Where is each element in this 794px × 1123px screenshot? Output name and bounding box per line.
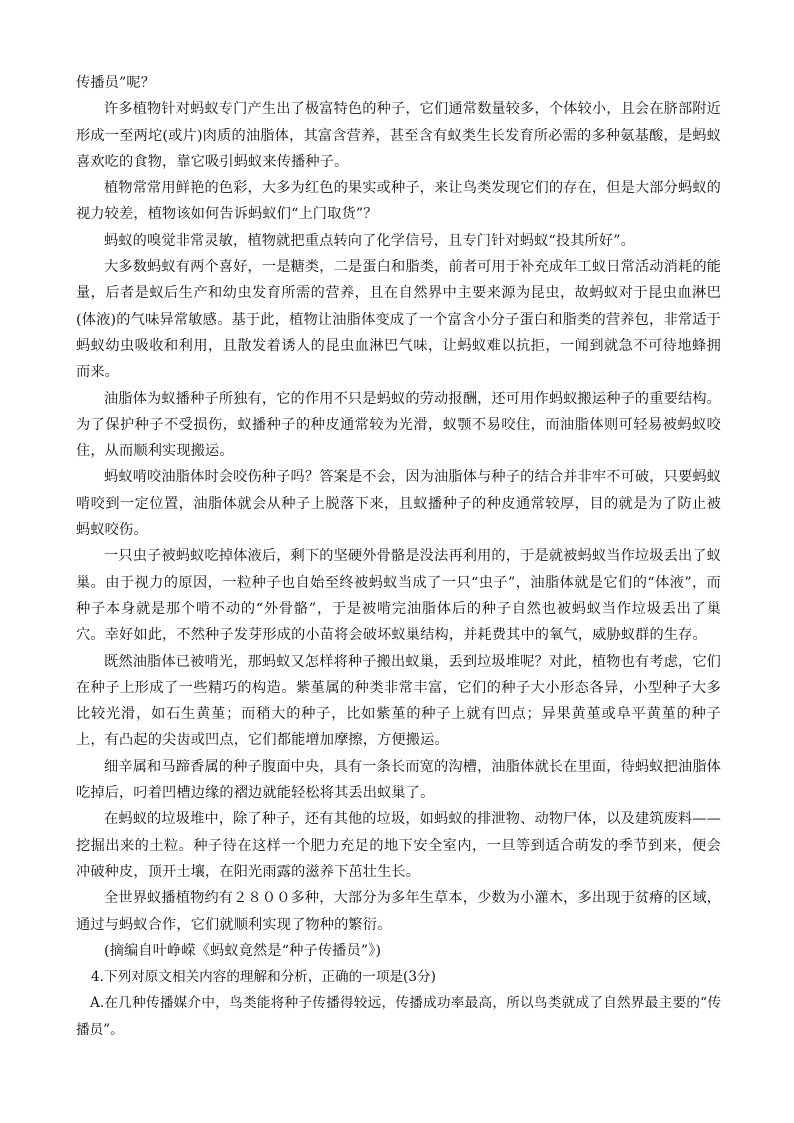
document-page: [76, 70, 721, 1043]
paragraph-worldwide: 全世界蚁播植物约有２８００多种，大部分为多年生草本，少数为小灌木，多出现于贫瘠的区域，通过与蚂蚁合作，它们就顺利实现了物种的繁衍。: [76, 890, 721, 933]
paragraph-seed-damage: 蚂蚁啃咬油脂体时会咬伤种子吗？答案是不会，因为油脂体与种子的结合并非牢不可破，只要蚂蚁啃咬到一定位置，油脂体就会从种子上脱落下来，且蚁播种子的种皮通常较厚，目的就是为了防止被蚂蚁咬伤。: [76, 469, 721, 539]
paragraph-oil-body-function: 油脂体为蚁播种子所独有，它的作用不只是蚂蚁的劳动报酬，还可用作蚂蚁搬运种子的重要结构。为了保护种子不受损伤，蚁播种子的种皮通常较为光滑，蚁颚不易咬住，而油脂体则可轻易被蚂蚁咬住，从而顺利实现搬运。: [76, 390, 721, 460]
paragraph-garbage-heap: 在蚂蚁的垃圾堆中，除了种子，还有其他的垃圾，如蚂蚁的排泄物、动物尸体，以及建筑废料——挖掘出来的土粒。种子待在这样一个肥力充足的地下安全室内，一旦等到适合萌发的季节到来，便会冲破种皮，顶开土壤，在阳光雨露的滋养下茁壮生长。: [76, 811, 721, 880]
paragraph-continuation: 传播员”呢？: [76, 75, 156, 91]
paragraph-seed-structures: 既然油脂体已被啃光，那蚂蚁又怎样将种子搬出蚁巢，丢到垃圾堆呢？对此，植物也有考虑，它们在种子上形成了一些精巧的构造。紫堇属的种类非常丰富，它们的种子大小形态各异，小型种子大多比较光滑，如石生黄堇；而稍大的种子，比如紫堇的种子上就有凹点；异果黄堇或阜平黄堇的种子上，有凸起的尖齿或凹点，它们都能增加摩擦，方便搬运。: [76, 653, 721, 749]
source-citation: (摘编自叶峥嵘《蚂蚁竟然是“种子传播员”》): [104, 942, 382, 959]
paragraph-exoskeleton: 一只虫子被蚂蚁吃掉体液后，剩下的坚硬外骨骼是没法再利用的，于是就被蚂蚁当作垃圾丢出了蚁巢。由于视力的原因，一粒种子也自始至终被蚂蚁当成了一只“虫子”，油脂体就是它们的“体液”，而种子本身就是那个啃不动的“外骨骼”，于是被啃完油脂体后的种子自然也被蚂蚁当作垃圾丢出了巢穴。幸好如此，不然种子发芽形成的小苗将会破坏蚁巢结构，并耗费其中的氧气，威胁蚁群的生存。: [76, 548, 721, 644]
paragraph-ant-preferences: 大多数蚂蚁有两个喜好，一是糖类，二是蛋白和脂类，前者可用于补充成年工蚁日常活动消耗的能量，后者是蚁后生产和幼虫发育所需的营养，且在自然界中主要来源为昆虫，故蚂蚁对于昆虫血淋巴(体液)的气味异常敏感。基于此，植物让油脂体变成了一个富含小分子蛋白和脂类的营养包，非常适于蚂蚁幼虫吸收和利用，且散发着诱人的昆虫血淋巴气味，让蚂蚁难以抗拒，一闻到就急不可待地蜂拥而来。: [76, 259, 721, 381]
paragraph-bright-colors: 植物常常用鲜艳的色彩，大多为红色的果实或种子，来让鸟类发现它们的存在，但是大部分蚂蚁的视力较差，植物该如何告诉蚂蚁们“上门取货”？: [76, 180, 721, 223]
paragraph-groove: 细辛属和马蹄香属的种子腹面中央，具有一条长而宽的沟槽，油脂体就长在里面，待蚂蚁把油脂体吃掉后，叼着凹槽边缘的褶边就能轻松将其丢出蚁巢了。: [76, 758, 721, 802]
paragraph-smell: 蚂蚁的嗅觉非常灵敏，植物就把重点转向了化学信号，且专门针对蚂蚁“投其所好”。: [104, 232, 635, 249]
question-option-a: A.在几种传播媒介中，鸟类能将种子传播得较远，传播成功率最高，所以鸟类就成了自然界最主要的“传播员”。: [76, 995, 721, 1038]
question-stem: 4.下列对原文相关内容的理解和分析，正确的一项是(3分): [91, 969, 436, 986]
paragraph-oil-body-seeds: 许多植物针对蚂蚁专门产生出了极富特色的种子，它们通常数量较多，个体较小，且会在脐部附近形成一至两坨(或片)肉质的油脂体，其富含营养，甚至含有蚁类生长发育所必需的多种氨基酸，是蚂蚁喜欢吃的食物，靠它吸引蚂蚁来传播种子。: [76, 101, 721, 170]
